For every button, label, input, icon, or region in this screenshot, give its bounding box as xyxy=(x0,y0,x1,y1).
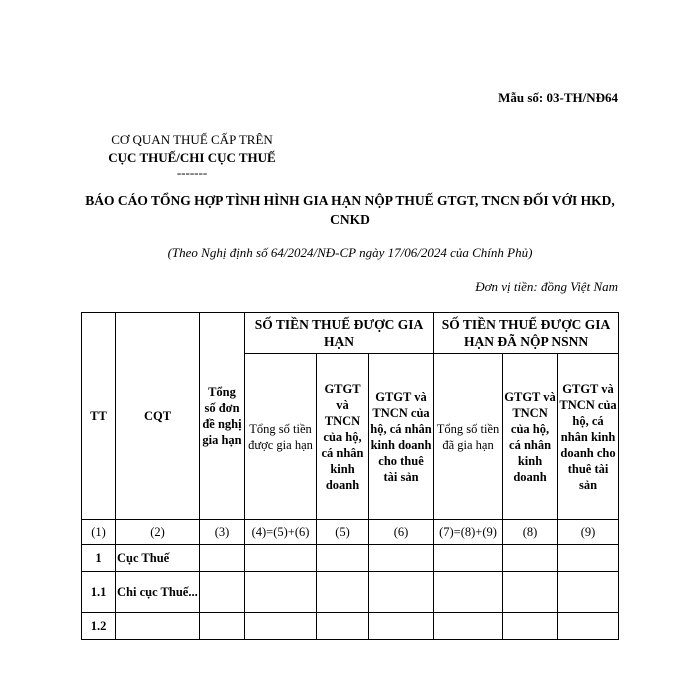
column-number: (6) xyxy=(369,520,434,545)
tax-department: CỤC THUẾ/CHI CỤC THUẾ xyxy=(108,150,276,165)
report-title: BÁO CÁO TỔNG HỢP TÌNH HÌNH GIA HẠN NỘP THUẾ GTGT, TNCN ĐỐI VỚI HKD, CNKD xyxy=(85,193,615,227)
header-paid-vat-pit-business: GTGT và TNCN của hộ, cá nhân kinh doanh xyxy=(503,354,558,520)
table-row xyxy=(82,545,619,572)
table-cell xyxy=(245,613,317,640)
header-total-extended: Tổng số tiền được gia hạn xyxy=(245,354,317,520)
row-cqt: Chi cục Thuế... xyxy=(116,572,200,613)
column-number: (5) xyxy=(317,520,369,545)
column-number-row xyxy=(82,520,619,545)
table-row xyxy=(82,572,619,613)
table-cell xyxy=(434,613,503,640)
header-vat-pit-rental: GTGT và TNCN của hộ, cá nhân kinh doanh cho thuê tài sản xyxy=(369,354,434,520)
table-cell xyxy=(317,572,369,613)
table-cell xyxy=(369,572,434,613)
table-cell xyxy=(200,613,245,640)
header-vat-pit-business: GTGT và TNCN của hộ, cá nhân kinh doanh xyxy=(317,354,369,520)
agency-separator: ------- xyxy=(176,165,208,180)
decree-reference: (Theo Nghị định số 64/2024/NĐ-CP ngày 17/06/2024 của Chính Phủ) xyxy=(167,245,533,260)
table-cell xyxy=(317,613,369,640)
parent-agency: CƠ QUAN THUẾ CẤP TRÊN xyxy=(111,132,273,147)
table-cell xyxy=(558,545,619,572)
agency-block xyxy=(82,131,302,179)
row-cqt: Cục Thuế xyxy=(116,545,200,572)
table-cell xyxy=(503,545,558,572)
header-applications: Tổng số đơn đề nghị gia hạn xyxy=(200,313,245,520)
table-cell xyxy=(434,572,503,613)
header-tt: TT xyxy=(82,313,116,520)
table-cell xyxy=(200,572,245,613)
column-number: (1) xyxy=(82,520,116,545)
row-cqt xyxy=(116,613,200,640)
row-tt: 1.2 xyxy=(82,613,116,640)
table-cell xyxy=(503,613,558,640)
currency-unit: Đơn vị tiền: đồng Việt Nam xyxy=(475,279,618,294)
column-number: (7)=(8)+(9) xyxy=(434,520,503,545)
header-total-paid: Tổng số tiền đã gia hạn xyxy=(434,354,503,520)
column-number: (3) xyxy=(200,520,245,545)
header-paid-vat-pit-rental: GTGT và TNCN của hộ, cá nhân kinh doanh cho thuê tài sản xyxy=(558,354,619,520)
table-cell xyxy=(503,572,558,613)
header-group-extended: SỐ TIỀN THUẾ ĐƯỢC GIA HẠN xyxy=(245,313,434,354)
column-number: (9) xyxy=(558,520,619,545)
table-cell xyxy=(558,572,619,613)
table-cell xyxy=(369,613,434,640)
table-row xyxy=(82,613,619,640)
column-number: (8) xyxy=(503,520,558,545)
table-cell xyxy=(245,572,317,613)
row-tt: 1 xyxy=(82,545,116,572)
table-cell xyxy=(369,545,434,572)
table-cell xyxy=(245,545,317,572)
row-tt: 1.1 xyxy=(82,572,116,613)
form-code: Mẫu số: 03-TH/NĐ64 xyxy=(498,90,618,105)
table-cell xyxy=(434,545,503,572)
column-number: (2) xyxy=(116,520,200,545)
header-cqt: CQT xyxy=(116,313,200,520)
header-group-paid: SỐ TIỀN THUẾ ĐƯỢC GIA HẠN ĐÃ NỘP NSNN xyxy=(434,313,619,354)
table-cell xyxy=(317,545,369,572)
table-cell xyxy=(200,545,245,572)
report-table xyxy=(81,312,619,640)
column-number: (4)=(5)+(6) xyxy=(245,520,317,545)
table-cell xyxy=(558,613,619,640)
